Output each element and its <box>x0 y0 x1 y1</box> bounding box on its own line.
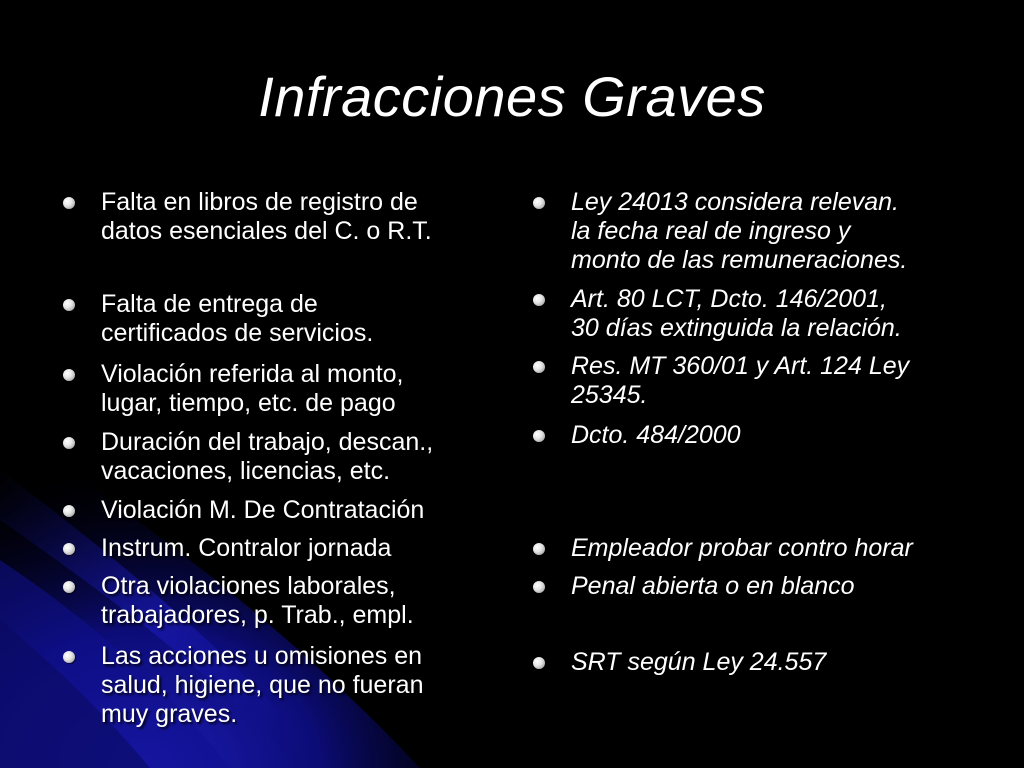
bullet-icon <box>63 299 75 311</box>
left-item-6: Instrum. Contralor jornada <box>101 534 391 563</box>
bullet-icon <box>533 581 545 593</box>
right-item-3: Res. MT 360/01 y Art. 124 Ley 25345. <box>571 352 909 410</box>
bullet-icon <box>63 369 75 381</box>
left-item-3: Violación referida al monto, lugar, tiempo, etc. de pago <box>101 360 404 418</box>
bullet-icon <box>63 437 75 449</box>
right-item-1: Ley 24013 considera relevan. la fecha real de ingreso y monto de las remuneraciones. <box>571 188 907 275</box>
left-item-4: Duración del trabajo, descan., vacaciones, licencias, etc. <box>101 428 433 486</box>
left-item-7: Otra violaciones laborales, trabajadores, p. Trab., empl. <box>101 572 414 630</box>
right-item-7: SRT según Ley 24.557 <box>571 648 826 677</box>
bullet-icon <box>533 657 545 669</box>
slide-title: Infracciones Graves <box>258 65 766 128</box>
bullet-icon <box>63 505 75 517</box>
left-item-5: Violación M. De Contratación <box>101 496 424 525</box>
bullet-icon <box>63 543 75 555</box>
bullet-icon <box>533 430 545 442</box>
left-item-1: Falta en libros de registro de datos esenciales del C. o R.T. <box>101 188 432 246</box>
bullet-icon <box>533 294 545 306</box>
right-item-4: Dcto. 484/2000 <box>571 421 741 450</box>
bullet-icon <box>533 197 545 209</box>
right-item-6: Penal abierta o en blanco <box>571 572 855 601</box>
left-item-8: Las acciones u omisiones en salud, higiene, que no fueran muy graves. <box>101 642 423 729</box>
bullet-icon <box>533 543 545 555</box>
bullet-icon <box>63 197 75 209</box>
bullet-icon <box>63 651 75 663</box>
right-item-2: Art. 80 LCT, Dcto. 146/2001, 30 días extinguida la relación. <box>571 285 902 343</box>
left-item-2: Falta de entrega de certificados de servicios. <box>101 290 373 348</box>
bullet-icon <box>533 361 545 373</box>
bullet-icon <box>63 581 75 593</box>
right-item-5: Empleador probar contro horar <box>571 534 913 563</box>
